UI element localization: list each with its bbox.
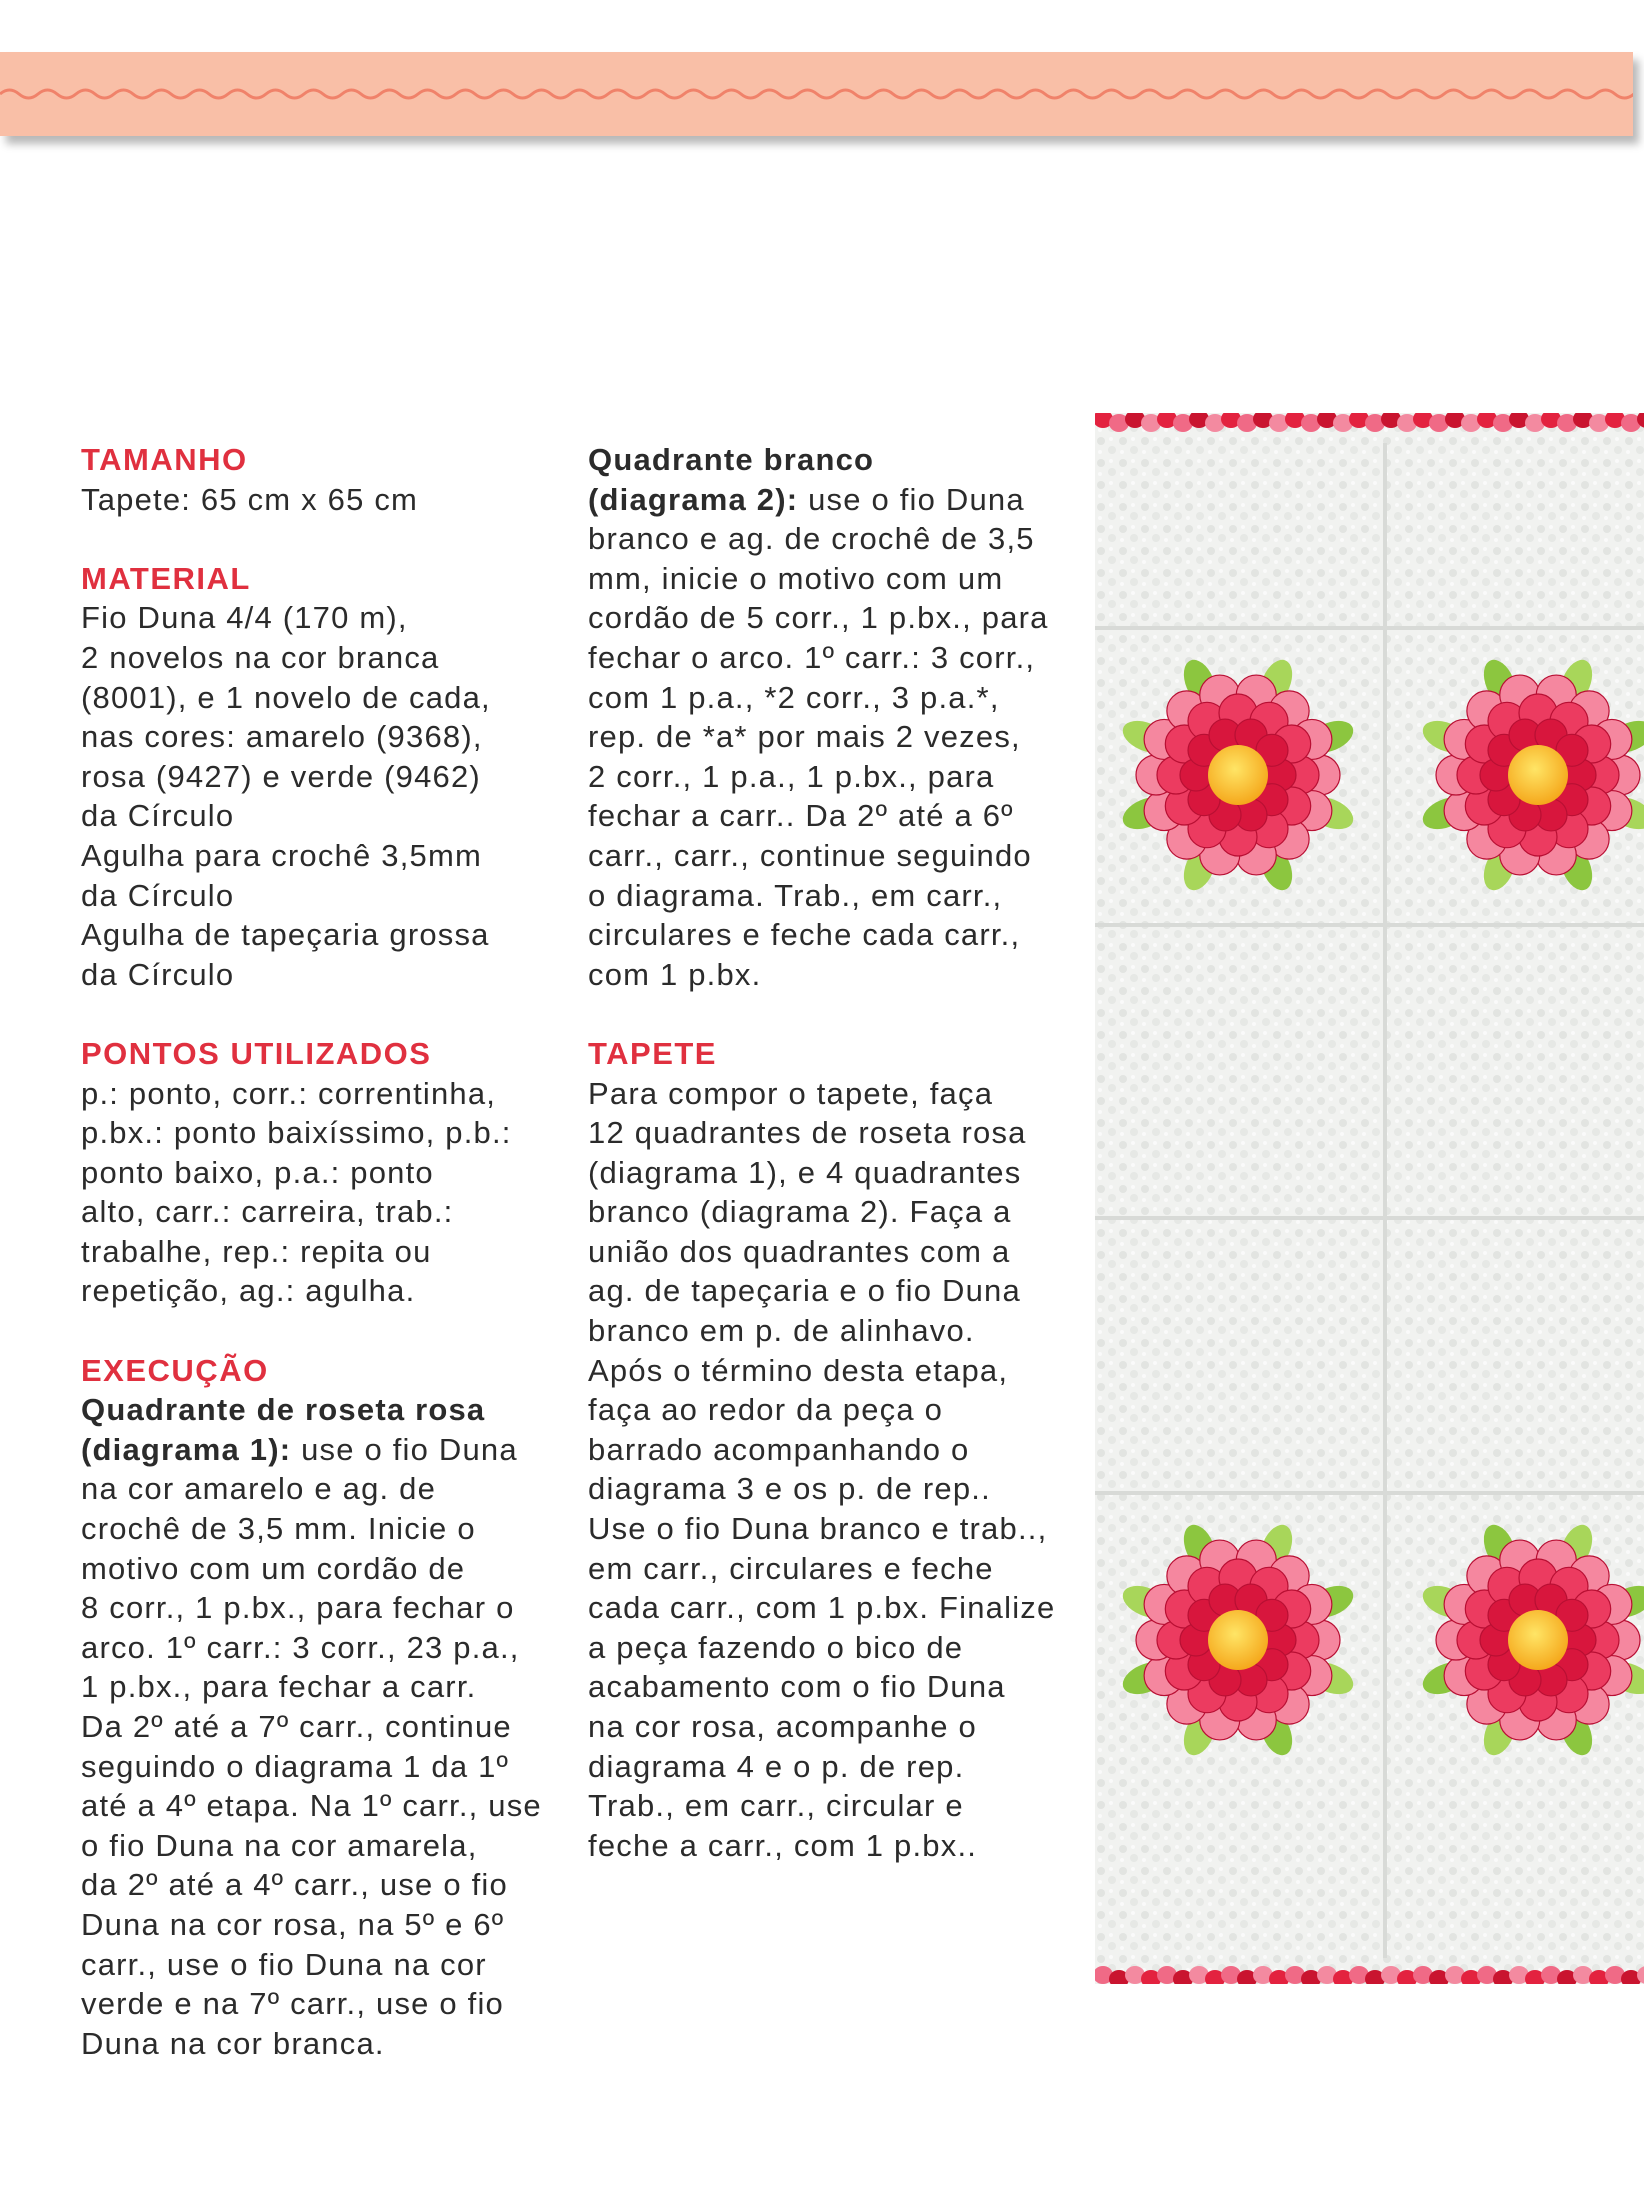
text-line: carr., use o fio Duna na cor bbox=[81, 1946, 487, 1982]
rug-background bbox=[1095, 413, 1644, 1984]
text-line: cada carr., com 1 p.bx. Finalize bbox=[588, 1590, 1056, 1626]
text-line: Duna na cor rosa, na 5º e 6º bbox=[81, 1906, 505, 1942]
tamanho-lines bbox=[81, 480, 551, 520]
subheading-quadrante-branco bbox=[588, 440, 1058, 480]
subheading-text: Quadrante branco bbox=[588, 442, 875, 477]
text-line: diagrama 3 e os p. de rep.. bbox=[588, 1471, 991, 1507]
text-line: mm, inicie o motivo com um bbox=[588, 560, 1004, 596]
text-line: alto, carr.: carreira, trab.: bbox=[81, 1194, 454, 1230]
text-line: da Círculo bbox=[81, 877, 235, 913]
text-line: Fio Duna 4/4 (170 m), bbox=[81, 600, 408, 636]
subheading-diagrama-1 bbox=[81, 1430, 551, 1470]
section-heading-tapete: TAPETE bbox=[588, 1035, 717, 1071]
text-line: Use o fio Duna branco e trab.., bbox=[588, 1511, 1048, 1547]
section-heading-pontos: PONTOS UTILIZADOS bbox=[81, 1035, 432, 1071]
text-line: 12 quadrantes de roseta rosa bbox=[588, 1115, 1027, 1151]
text-line: Agulha de tapeçaria grossa bbox=[81, 917, 490, 953]
text-line: na cor amarelo e ag. de bbox=[81, 1471, 437, 1507]
text-line: rosa (9427) e verde (9462) bbox=[81, 758, 481, 794]
text-line: p.: ponto, corr.: correntinha, bbox=[81, 1075, 497, 1111]
text-line: acabamento com o fio Duna bbox=[588, 1669, 1006, 1705]
subheading-rest: use o fio Duna bbox=[798, 481, 1025, 517]
text-line: ponto baixo, p.a.: ponto bbox=[81, 1154, 434, 1190]
text-column-left bbox=[81, 440, 551, 2063]
section-heading-tamanho: TAMANHO bbox=[81, 442, 248, 477]
text-line: repetição, ag.: agulha. bbox=[81, 1273, 416, 1309]
subheading-roseta bbox=[81, 1390, 551, 1430]
text-line: com 1 p.a., *2 corr., 3 p.a.*, bbox=[588, 679, 1000, 715]
text-line: nas cores: amarelo (9368), bbox=[81, 719, 483, 755]
text-line: diagrama 4 e o p. de rep. bbox=[588, 1748, 965, 1784]
text-line: Da 2º até a 7º carr., continue bbox=[81, 1709, 512, 1744]
text-line: feche a carr., com 1 p.bx.. bbox=[588, 1827, 978, 1863]
text-line: fechar a carr.. Da 2º até a 6º bbox=[588, 798, 1014, 834]
text-line: o fio Duna na cor amarela, bbox=[81, 1827, 478, 1863]
text-line: arco. 1º carr.: 3 corr., 23 p.a., bbox=[81, 1629, 520, 1665]
text-line: cordão de 5 corr., 1 p.bx., para bbox=[588, 600, 1049, 636]
subheading-bold: (diagrama 2): bbox=[588, 481, 799, 517]
tapete-lines bbox=[588, 1074, 1058, 1866]
text-line: 8 corr., 1 p.bx., para fechar o bbox=[81, 1590, 515, 1626]
text-line: 2 novelos na cor branca bbox=[81, 639, 440, 675]
text-line: motivo com um cordão de bbox=[81, 1550, 466, 1586]
text-line: na cor rosa, acompanhe o bbox=[588, 1709, 977, 1744]
text-line: branco em p. de alinhavo. bbox=[588, 1313, 975, 1349]
text-line: trabalhe, rep.: repita ou bbox=[81, 1233, 432, 1269]
text-line: faça ao redor da peça o bbox=[588, 1392, 944, 1428]
text-line: da Círculo bbox=[81, 798, 235, 834]
text-line: barrado acompanhando o bbox=[588, 1431, 970, 1467]
section-heading-execucao: EXECUÇÃO bbox=[81, 1352, 269, 1388]
execucao-lines bbox=[81, 1469, 551, 2063]
text-line: união dos quadrantes com a bbox=[588, 1233, 1011, 1269]
text-line: (diagrama 1), e 4 quadrantes bbox=[588, 1154, 1022, 1190]
text-line: seguindo o diagrama 1 da 1º bbox=[81, 1748, 510, 1784]
subheading-rest: use o fio Duna bbox=[291, 1431, 518, 1467]
text-line: em carr., circulares e feche bbox=[588, 1550, 994, 1586]
text-line: a peça fazendo o bico de bbox=[588, 1629, 964, 1665]
text-line: crochê de 3,5 mm. Inicie o bbox=[81, 1511, 476, 1547]
subheading-diagrama-2 bbox=[588, 480, 1058, 520]
text-line: Duna na cor branca. bbox=[81, 2025, 385, 2061]
pontos-lines bbox=[81, 1074, 551, 1312]
text-line: carr., carr., continue seguindo bbox=[588, 837, 1032, 873]
text-line: 1 p.bx., para fechar a carr. bbox=[81, 1669, 477, 1705]
text-line: circulares e feche cada carr., bbox=[588, 917, 1021, 953]
text-line: ag. de tapeçaria e o fio Duna bbox=[588, 1273, 1021, 1309]
material-lines bbox=[81, 598, 551, 994]
text-line: com 1 p.bx. bbox=[588, 956, 762, 992]
wave-decoration bbox=[0, 52, 1633, 136]
top-banner bbox=[0, 52, 1633, 136]
text-line: Trab., em carr., circular e bbox=[588, 1788, 964, 1824]
text-line: branco (diagrama 2). Faça a bbox=[588, 1194, 1012, 1230]
text-line: fechar o arco. 1º carr.: 3 corr., bbox=[588, 639, 1036, 675]
text-line: Tapete: 65 cm x 65 cm bbox=[81, 481, 419, 517]
subheading-bold: (diagrama 1): bbox=[81, 1431, 292, 1467]
text-line: até a 4º etapa. Na 1º carr., use bbox=[81, 1788, 542, 1824]
text-column-middle bbox=[588, 440, 1058, 1865]
text-line: o diagrama. Trab., em carr., bbox=[588, 877, 1003, 913]
text-line: 2 corr., 1 p.a., 1 p.bx., para bbox=[588, 758, 995, 794]
section-heading-material: MATERIAL bbox=[81, 560, 251, 596]
text-line: branco e ag. de crochê de 3,5 bbox=[588, 521, 1035, 557]
text-line: (8001), e 1 novelo de cada, bbox=[81, 679, 491, 715]
branco-lines bbox=[588, 519, 1058, 994]
crochet-rug-photo bbox=[1095, 413, 1644, 1984]
text-line: p.bx.: ponto baixíssimo, p.b.: bbox=[81, 1115, 512, 1151]
text-line: da Círculo bbox=[81, 956, 235, 992]
text-line: verde e na 7º carr., use o fio bbox=[81, 1986, 504, 2022]
text-line: da 2º até a 4º carr., use o fio bbox=[81, 1867, 508, 1903]
text-line: Agulha para crochê 3,5mm bbox=[81, 837, 482, 873]
subheading-text: Quadrante de roseta rosa bbox=[81, 1392, 486, 1428]
text-line: Após o término desta etapa, bbox=[588, 1352, 1009, 1388]
text-line: rep. de *a* por mais 2 vezes, bbox=[588, 719, 1021, 755]
text-line: Para compor o tapete, faça bbox=[588, 1075, 994, 1111]
